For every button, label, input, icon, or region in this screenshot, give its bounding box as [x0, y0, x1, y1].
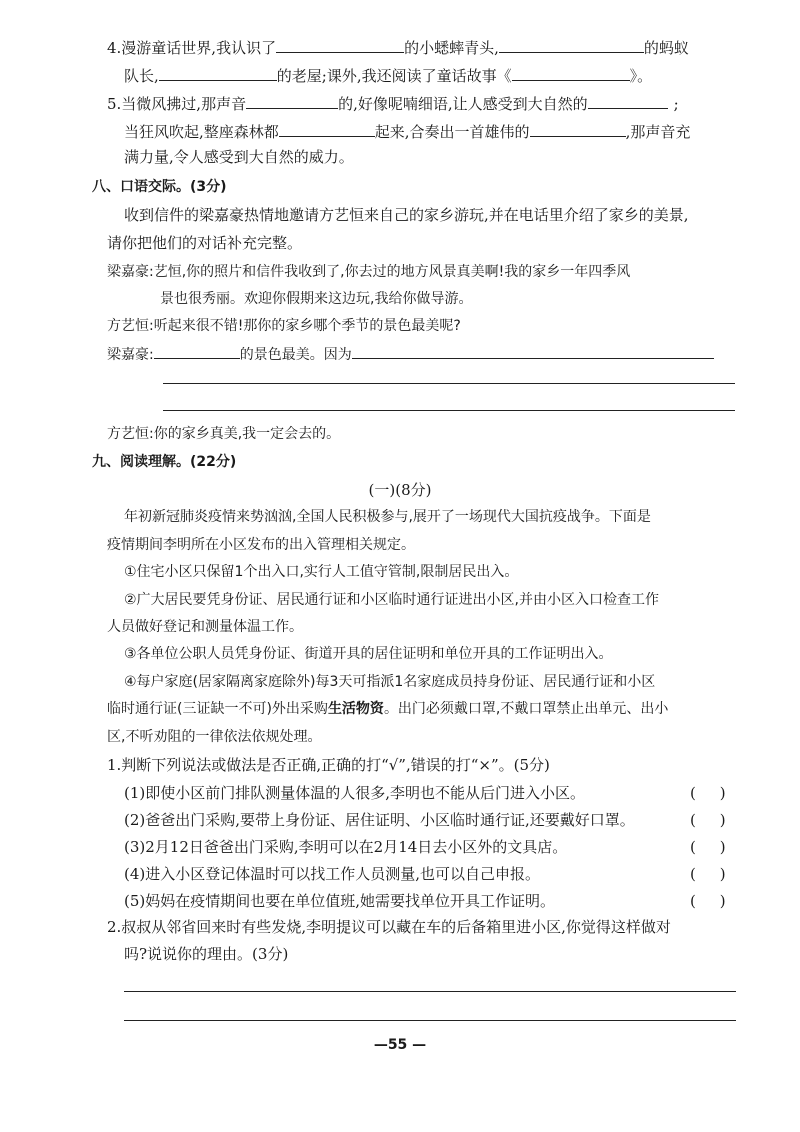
- section-8-title: 八、口语交际。(3分): [92, 179, 227, 195]
- s9-subtitle: (一)(8分): [368, 481, 432, 499]
- q4-line2: 队长, 的老屋;课外,我还阅读了童话故事《 》。: [124, 67, 653, 85]
- answer-line-2[interactable]: [163, 410, 735, 411]
- passage-rule-2b: 人员做好登记和测量体温工作。: [107, 619, 303, 635]
- s8-intro-2: 请你把他们的对话补充完整。: [107, 234, 303, 252]
- judge-paren-2[interactable]: ( ): [690, 811, 726, 829]
- judge-paren-3[interactable]: ( ): [690, 838, 726, 856]
- season-blank[interactable]: [154, 343, 240, 359]
- passage-p1a: 年初新冠肺炎疫情来势汹汹,全国人民积极参与,展开了一场现代大国抗疫战争。下面是: [124, 509, 651, 525]
- passage-rule-4c: 区,不听劝阻的一律依法依规处理。: [107, 729, 322, 745]
- q5-line1: 5.当微风拂过,那声音 的,好像呢喃细语,让人感受到大自然的 ;: [107, 95, 679, 113]
- q5-blank-2[interactable]: [588, 93, 668, 109]
- q5-blank-3[interactable]: [279, 121, 375, 137]
- q4-blank-1[interactable]: [276, 37, 404, 53]
- passage-rule-4b: 临时通行证(三证缺一不可)外出采购生活物资。出门必须戴口罩,不戴口罩禁止出单元、出小: [107, 701, 669, 717]
- answer-line-1[interactable]: [163, 383, 735, 384]
- q2-answer-line-2[interactable]: [124, 1020, 736, 1021]
- passage-rule-4a: ④每户家庭(居家隔离家庭除外)每3天可指派1名家庭成员持身份证、居民通行证和小区: [124, 674, 656, 690]
- q1-stem: 1.判断下列说法或做法是否正确,正确的打“√”,错误的打“×”。(5分): [107, 756, 550, 774]
- q4-line1: 4.漫游童话世界,我认识了 的小蟋蟀青头, 的蚂蚁: [107, 39, 689, 57]
- judge-item-5: (5)妈妈在疫情期间也要在单位值班,她需要找单位开具工作证明。: [124, 892, 556, 910]
- q5-line3: 满力量,令人感受到大自然的威力。: [124, 148, 354, 166]
- q2-stem-b: 吗?说说你的理由。(3分): [124, 945, 289, 963]
- s8-intro-1: 收到信件的梁嘉豪热情地邀请方艺恒来自己的家乡游玩,并在电话里介绍了家乡的美景,: [124, 206, 689, 224]
- passage-rule-2a: ②广大居民要凭身份证、居民通行证和小区临时通行证进出小区,并由小区入口检查工作: [124, 592, 659, 608]
- s8-dialog-1b: 景也很秀丽。欢迎你假期来这边玩,我给你做导游。: [160, 291, 473, 307]
- q4-blank-3[interactable]: [159, 65, 277, 81]
- page-number: —55 —: [373, 1037, 427, 1053]
- q2-answer-line-1[interactable]: [124, 991, 736, 992]
- judge-item-4: (4)进入小区登记体温时可以找工作人员测量,也可以自己申报。: [124, 865, 541, 883]
- s8-dialog-4: 方艺恒:你的家乡真美,我一定会去的。: [107, 426, 341, 442]
- q2-stem-a: 2.叔叔从邻省回来时有些发烧,李明提议可以藏在车的后备箱里进小区,你觉得这样做对: [107, 918, 671, 936]
- passage-p1b: 疫情期间李明所在小区发布的出入管理相关规定。: [107, 537, 415, 553]
- judge-paren-5[interactable]: ( ): [690, 892, 726, 910]
- passage-rule-3: ③各单位公职人员凭身份证、街道开具的居住证明和单位开具的工作证明出入。: [124, 646, 613, 662]
- judge-item-3: (3)2月12日爸爸出门采购,李明可以在2月14日去小区外的文具店。: [124, 838, 568, 856]
- q4-blank-4[interactable]: [512, 65, 630, 81]
- judge-paren-4[interactable]: ( ): [690, 865, 726, 883]
- q5-line2: 当狂风吹起,整座森林都 起来,合奏出一首雄伟的 ,那声音充: [124, 123, 691, 141]
- reason-blank[interactable]: [352, 343, 714, 359]
- q5-blank-1[interactable]: [246, 93, 338, 109]
- q4-blank-2[interactable]: [499, 37, 644, 53]
- judge-item-1: (1)即使小区前门排队测量体温的人很多,李明也不能从后门进入小区。: [124, 784, 586, 802]
- section-9-title: 九、阅读理解。(22分): [92, 454, 237, 470]
- passage-rule-1: ①住宅小区只保留1个出入口,实行人工值守管制,限制居民出入。: [124, 564, 519, 580]
- judge-item-2: (2)爸爸出门采购,要带上身份证、居住证明、小区临时通行证,还要戴好口罩。: [124, 811, 635, 829]
- s8-dialog-2: 方艺恒:听起来很不错!那你的家乡哪个季节的景色最美呢?: [107, 318, 461, 334]
- q5-blank-4[interactable]: [530, 121, 626, 137]
- s8-dialog-1a: 梁嘉豪:艺恒,你的照片和信件我收到了,你去过的地方风景真美啊!我的家乡一年四季风: [107, 264, 631, 280]
- judge-paren-1[interactable]: ( ): [690, 784, 726, 802]
- s8-dialog-3: 梁嘉豪: 的景色最美。因为: [107, 343, 714, 365]
